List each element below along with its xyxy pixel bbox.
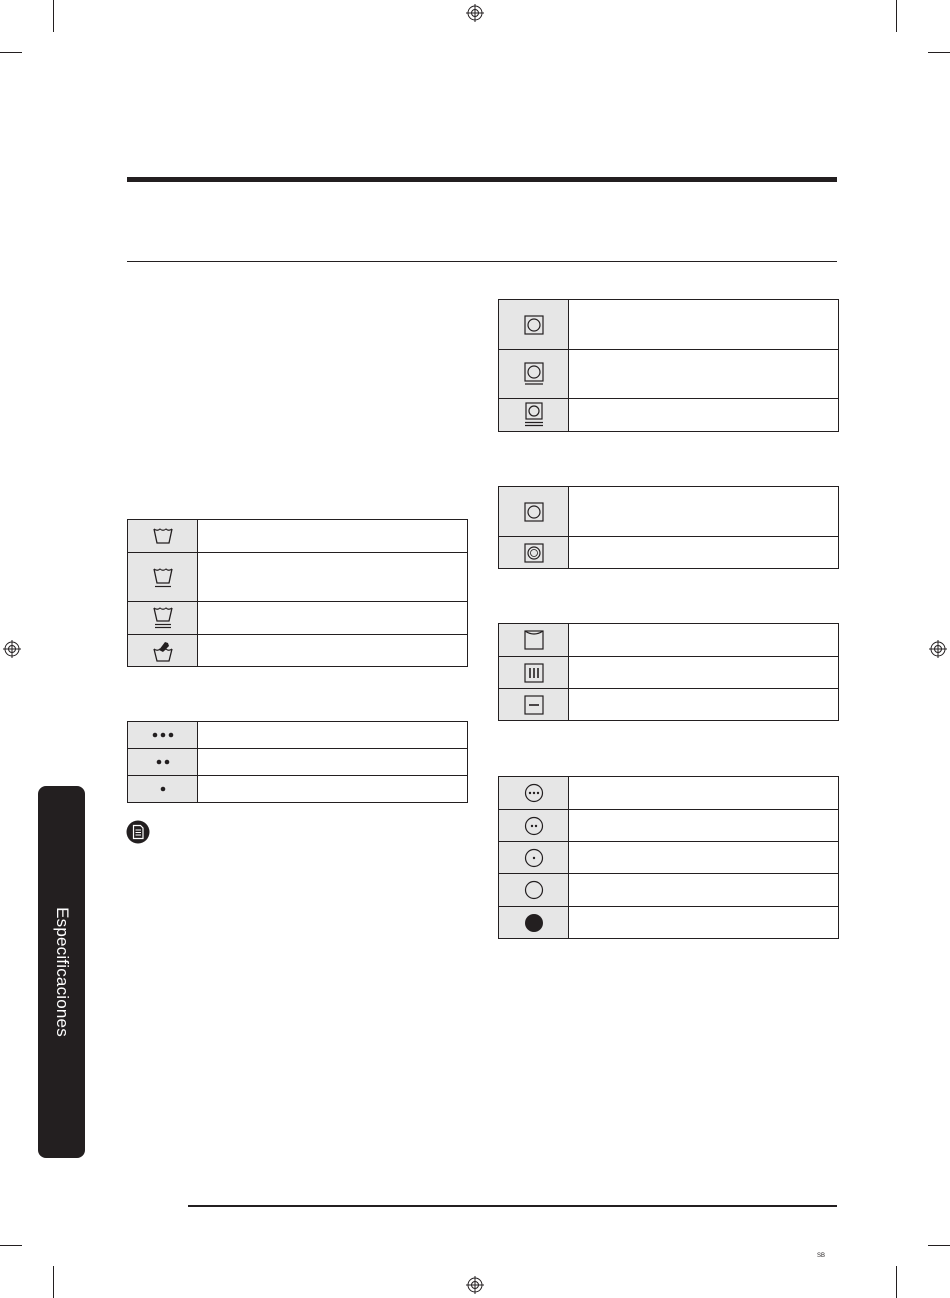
symbol-cell [128, 776, 198, 803]
table-row [499, 487, 839, 537]
tumble-dry-filled-icon [524, 543, 544, 563]
circle-empty-icon [524, 880, 544, 900]
table-row [499, 399, 839, 432]
table-row [499, 657, 839, 689]
description-cell [569, 777, 839, 810]
crop-mark [53, 1266, 54, 1298]
symbol-cell [128, 520, 198, 553]
tumble-dry-one-bar-icon [524, 362, 544, 386]
description-cell [569, 624, 839, 657]
wash-symbols-table [127, 519, 468, 667]
dry-flat-icon [524, 695, 544, 715]
crop-mark [896, 1266, 897, 1298]
table-row [499, 810, 839, 842]
description-cell [569, 537, 839, 569]
description-cell [569, 874, 839, 907]
crop-mark [0, 52, 22, 53]
table-row [128, 553, 468, 602]
description-cell [569, 399, 839, 432]
description-cell [198, 635, 468, 667]
one-dot-icon [158, 784, 168, 794]
three-dots-icon [151, 730, 175, 740]
description-cell [569, 657, 839, 689]
description-cell [198, 722, 468, 749]
natural-dry-table [498, 623, 839, 721]
table-row [499, 842, 839, 874]
footer-code: SB [817, 1253, 826, 1259]
table-row [499, 537, 839, 569]
table-row [128, 722, 468, 749]
circle-one-dot-icon [524, 848, 544, 868]
table-row [128, 776, 468, 803]
registration-mark-icon [466, 4, 484, 22]
symbol-cell [499, 842, 569, 874]
table-row [128, 602, 468, 635]
table-row [499, 777, 839, 810]
description-cell [198, 749, 468, 776]
table-row [499, 907, 839, 939]
circle-three-dots-icon [524, 783, 544, 803]
sidebar-section-tab [38, 786, 85, 1158]
description-cell [569, 842, 839, 874]
crop-mark [928, 52, 950, 53]
wash-tub-icon [151, 525, 175, 547]
header-rule-thin [127, 261, 837, 262]
tumble-dry-table-2 [498, 486, 839, 569]
symbol-cell [499, 624, 569, 657]
description-cell [569, 810, 839, 842]
drip-dry-icon [524, 663, 544, 683]
footer-rule [188, 1205, 837, 1207]
note-icon [126, 820, 150, 844]
registration-mark-icon [3, 640, 21, 658]
description-cell [198, 520, 468, 553]
description-cell [198, 553, 468, 602]
description-cell [198, 776, 468, 803]
symbol-cell [499, 399, 569, 432]
symbol-cell [128, 602, 198, 635]
symbol-cell [128, 749, 198, 776]
header-rule-thick [127, 177, 837, 182]
temperature-dots-table [127, 721, 468, 803]
description-cell [198, 602, 468, 635]
symbol-cell [499, 537, 569, 569]
symbol-cell [128, 553, 198, 602]
table-row [499, 350, 839, 399]
table-row [499, 624, 839, 657]
tumble-dry-table [498, 299, 839, 432]
tumble-dry-icon [524, 315, 544, 335]
line-dry-icon [524, 630, 544, 650]
symbol-cell [499, 487, 569, 537]
table-row [128, 635, 468, 667]
circle-two-dots-icon [524, 816, 544, 836]
circle-filled-icon [524, 913, 544, 933]
hand-wash-icon [151, 639, 175, 663]
symbol-cell [128, 635, 198, 667]
table-row [499, 874, 839, 907]
wash-tub-one-bar-icon [151, 565, 175, 589]
symbol-cell [499, 300, 569, 350]
tumble-dry-icon [524, 502, 544, 522]
table-row [128, 749, 468, 776]
sidebar-section-label: Especificaciones [52, 907, 72, 1037]
description-cell [569, 487, 839, 537]
table-row [499, 689, 839, 721]
two-dots-icon [155, 757, 171, 767]
dry-temperature-table [498, 776, 839, 939]
description-cell [569, 350, 839, 399]
registration-mark-icon [929, 640, 947, 658]
symbol-cell [499, 777, 569, 810]
symbol-cell [499, 907, 569, 939]
symbol-cell [499, 874, 569, 907]
symbol-cell [499, 350, 569, 399]
description-cell [569, 300, 839, 350]
crop-mark [928, 1245, 950, 1246]
description-cell [569, 689, 839, 721]
table-row [499, 300, 839, 350]
crop-mark [0, 1245, 22, 1246]
crop-mark [896, 0, 897, 32]
wash-tub-two-bars-icon [151, 605, 175, 631]
table-row [128, 520, 468, 553]
symbol-cell [499, 657, 569, 689]
tumble-dry-two-bars-icon [524, 402, 544, 428]
symbol-cell [128, 722, 198, 749]
symbol-cell [499, 689, 569, 721]
symbol-cell [499, 810, 569, 842]
crop-mark [53, 0, 54, 32]
registration-mark-icon [466, 1276, 484, 1294]
description-cell [569, 907, 839, 939]
